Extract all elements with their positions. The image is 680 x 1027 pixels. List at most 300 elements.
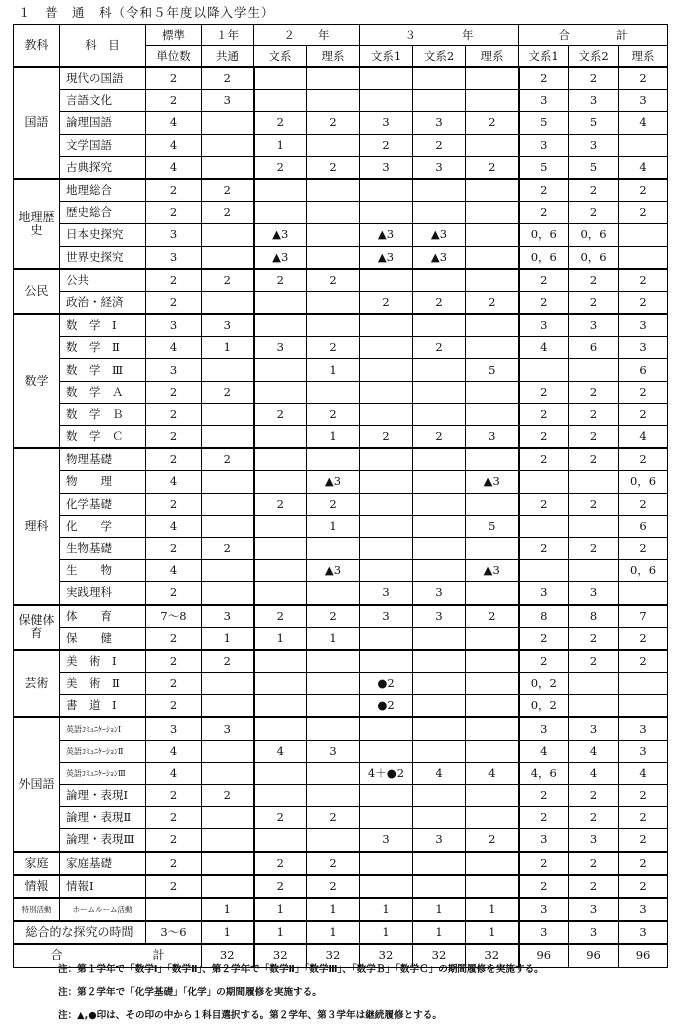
year1-common-cell	[202, 359, 254, 381]
table-row	[14, 493, 668, 515]
standard-credits-cell: 2	[146, 381, 202, 403]
y2-science-cell: 1	[307, 921, 360, 944]
subject-cell: 日本史探究	[60, 224, 146, 246]
standard-credits-cell: 2	[146, 493, 202, 515]
y3-humanities2-cell	[413, 740, 466, 762]
subject-cell: 情報Ⅰ	[60, 875, 146, 898]
y3-science-cell	[466, 695, 519, 718]
total-humanities2-cell: 2	[569, 627, 619, 650]
category-cell: 数学	[14, 314, 60, 448]
header-year2: ２ 年	[254, 25, 360, 46]
header-y2-humanities: 文系	[254, 46, 307, 68]
y3-humanities1-cell	[360, 717, 413, 740]
y2-humanities-cell	[254, 179, 307, 202]
subject-cell: 言語文化	[60, 90, 146, 112]
y3-humanities1-cell: ●2	[360, 673, 413, 695]
total-humanities1-cell: 0，2	[519, 695, 569, 718]
total-science-cell: 3	[619, 898, 668, 921]
y3-humanities2-cell	[413, 695, 466, 718]
year1-common-cell	[202, 560, 254, 582]
y3-humanities1-cell	[360, 381, 413, 403]
y3-science-cell: ▲3	[466, 471, 519, 493]
y3-humanities2-cell	[413, 560, 466, 582]
header-year1-common: 共通	[202, 46, 254, 68]
total-humanities2-cell: 2	[569, 403, 619, 425]
total-humanities1-cell: 2	[519, 291, 569, 314]
year1-common-cell	[202, 224, 254, 246]
year1-common-cell: 2	[202, 785, 254, 807]
total-humanities1-cell: 2	[519, 627, 569, 650]
y2-science-cell: 3	[307, 740, 360, 762]
category-cell: 情報	[14, 875, 60, 898]
y3-humanities1-cell	[360, 807, 413, 829]
header-row-1	[14, 25, 668, 46]
y2-science-cell: ▲3	[307, 560, 360, 582]
y2-science-cell: 1	[307, 627, 360, 650]
standard-credits-cell: 3	[146, 224, 202, 246]
header-total-humanities1: 文系1	[519, 46, 569, 68]
subject-cell: 英語ｺﾐｭﾆｹｰｼｮﾝⅠ	[60, 717, 146, 740]
y3-science-cell	[466, 314, 519, 337]
subject-cell: 美 術 Ⅰ	[60, 650, 146, 673]
y2-humanities-cell: ▲3	[254, 246, 307, 269]
y2-science-cell: 1	[307, 359, 360, 381]
year1-common-cell	[202, 403, 254, 425]
subject-cell: 書 道 Ⅰ	[60, 695, 146, 718]
total-humanities1-cell: 2	[519, 403, 569, 425]
table-row	[14, 403, 668, 425]
standard-credits-cell: 2	[146, 829, 202, 852]
y2-humanities-cell	[254, 560, 307, 582]
total-science-cell: 2	[619, 627, 668, 650]
special-subject: ホームルーム活動	[60, 898, 146, 921]
standard-credits-cell: 4	[146, 762, 202, 784]
y2-humanities-cell	[254, 515, 307, 537]
y3-humanities2-cell	[413, 179, 466, 202]
subject-cell: 古典探究	[60, 156, 146, 179]
year1-common-cell: 2	[202, 67, 254, 90]
total-humanities1-cell: 3	[519, 314, 569, 337]
y2-science-cell: ▲3	[307, 471, 360, 493]
y3-science-cell: ▲3	[466, 560, 519, 582]
standard-credits-cell: 2	[146, 269, 202, 292]
y3-humanities1-cell	[360, 448, 413, 471]
table-row	[14, 875, 668, 898]
total-humanities1-cell: 0，6	[519, 246, 569, 269]
table-row	[14, 515, 668, 537]
y3-science-cell: 5	[466, 515, 519, 537]
total-humanities1-cell: 4，6	[519, 762, 569, 784]
subject-cell: 論理・表現Ⅲ	[60, 829, 146, 852]
y3-science-cell	[466, 875, 519, 898]
y2-humanities-cell: 2	[254, 605, 307, 628]
y3-humanities2-cell	[413, 202, 466, 224]
y3-humanities1-cell	[360, 560, 413, 582]
year1-common-cell	[202, 695, 254, 718]
table-row	[14, 785, 668, 807]
total-humanities1-cell: 2	[519, 650, 569, 673]
y2-humanities-cell: 3	[254, 337, 307, 359]
total-humanities1-cell: 4	[519, 337, 569, 359]
total-science-cell: 2	[619, 403, 668, 425]
y2-science-cell	[307, 650, 360, 673]
y3-humanities2-cell	[413, 448, 466, 471]
y2-humanities-cell: 2	[254, 156, 307, 179]
year1-common-cell: 2	[202, 269, 254, 292]
total-science-cell: 2	[619, 202, 668, 224]
y2-humanities-cell: 2	[254, 493, 307, 515]
year1-common-cell: 1	[202, 898, 254, 921]
year1-common-cell	[202, 471, 254, 493]
y2-humanities-cell	[254, 829, 307, 852]
subject-cell: 論理・表現Ⅰ	[60, 785, 146, 807]
year1-common-cell	[202, 740, 254, 762]
total-humanities2-cell	[569, 695, 619, 718]
standard-credits-cell: 2	[146, 673, 202, 695]
header-y3-science: 理系	[466, 46, 519, 68]
y2-humanities-cell	[254, 426, 307, 449]
table-row	[14, 762, 668, 784]
standard-credits-cell: 4	[146, 134, 202, 156]
y2-science-cell	[307, 224, 360, 246]
y2-science-cell	[307, 134, 360, 156]
y2-humanities-cell: 2	[254, 875, 307, 898]
y3-humanities2-cell	[413, 650, 466, 673]
total-science-cell: 2	[619, 269, 668, 292]
y2-science-cell: 1	[307, 515, 360, 537]
y2-science-cell	[307, 246, 360, 269]
y3-humanities2-cell	[413, 537, 466, 559]
y2-science-cell	[307, 673, 360, 695]
subject-cell: 家庭基礎	[60, 852, 146, 875]
y2-science-cell	[307, 829, 360, 852]
header-credits: 単位数	[146, 46, 202, 68]
table-row	[14, 673, 668, 695]
year1-common-cell	[202, 493, 254, 515]
y2-humanities-cell: 1	[254, 921, 307, 944]
year1-common-cell: 2	[202, 179, 254, 202]
y2-science-cell: 2	[307, 112, 360, 134]
y3-humanities2-cell: 4	[413, 762, 466, 784]
total-humanities2-cell	[569, 515, 619, 537]
y3-humanities1-cell: 2	[360, 291, 413, 314]
total-humanities2-cell: 2	[569, 291, 619, 314]
y2-humanities-cell: 2	[254, 269, 307, 292]
total-humanities2-cell: 4	[569, 762, 619, 784]
y3-science-cell	[466, 179, 519, 202]
total-science-cell: 2	[619, 67, 668, 90]
standard-credits-cell: 2	[146, 67, 202, 90]
total-humanities2-cell: 2	[569, 179, 619, 202]
y3-humanities2-cell	[413, 314, 466, 337]
total-humanities2-cell: 5	[569, 112, 619, 134]
header-y3-humanities2: 文系2	[413, 46, 466, 68]
y3-humanities1-cell: 1	[360, 898, 413, 921]
y3-humanities1-cell: 3	[360, 582, 413, 605]
y3-humanities1-cell: 3	[360, 605, 413, 628]
y2-humanities-cell	[254, 717, 307, 740]
total-science-cell: 3	[619, 314, 668, 337]
y3-humanities1-cell	[360, 875, 413, 898]
y3-science-cell	[466, 493, 519, 515]
total-humanities2-cell: 2	[569, 785, 619, 807]
y2-humanities-cell	[254, 582, 307, 605]
y3-humanities2-cell	[413, 269, 466, 292]
y3-humanities2-cell	[413, 515, 466, 537]
y3-humanities2-cell	[413, 673, 466, 695]
total-humanities1-cell: 8	[519, 605, 569, 628]
total-humanities1-cell: 0，2	[519, 673, 569, 695]
y2-humanities-cell	[254, 314, 307, 337]
y3-humanities2-cell: 2	[413, 291, 466, 314]
y3-humanities2-cell: 2	[413, 426, 466, 449]
y3-science-cell	[466, 246, 519, 269]
total-science-cell: 4	[619, 426, 668, 449]
total-humanities2-cell: 3	[569, 134, 619, 156]
y2-science-cell	[307, 448, 360, 471]
subject-cell: 化 学	[60, 515, 146, 537]
standard-credits-cell: 2	[146, 627, 202, 650]
y3-science-cell: 5	[466, 359, 519, 381]
standard-credits-cell: 4	[146, 740, 202, 762]
y2-science-cell: 2	[307, 807, 360, 829]
y3-science-cell: 4	[466, 762, 519, 784]
total-science-cell: 96	[619, 944, 668, 967]
y3-science-cell: 2	[466, 112, 519, 134]
year1-common-cell	[202, 762, 254, 784]
y3-humanities1-cell: 2	[360, 426, 413, 449]
y3-science-cell	[466, 134, 519, 156]
subject-cell: 生 物	[60, 560, 146, 582]
total-humanities2-cell: 3	[569, 717, 619, 740]
y3-humanities1-cell	[360, 740, 413, 762]
y3-science-cell: 3	[466, 426, 519, 449]
subject-cell: 数 学 Ⅰ	[60, 314, 146, 337]
y3-humanities2-cell	[413, 627, 466, 650]
y3-humanities1-cell: 32	[360, 944, 413, 967]
standard-credits-cell: 2	[146, 90, 202, 112]
total-humanities1-cell: 2	[519, 381, 569, 403]
y3-science-cell	[466, 381, 519, 403]
subject-cell: 政治・経済	[60, 291, 146, 314]
header-y3-humanities1: 文系1	[360, 46, 413, 68]
y3-science-cell	[466, 807, 519, 829]
total-humanities2-cell: 3	[569, 898, 619, 921]
y3-humanities1-cell: 3	[360, 112, 413, 134]
y3-humanities2-cell: 2	[413, 134, 466, 156]
subject-cell: 物 理	[60, 471, 146, 493]
note-3: 注：▲,●印は、その印の中から１科目選択する。第２学年、第３学年は継続履修とする。	[58, 1010, 442, 1021]
total-humanities1-cell: 3	[519, 898, 569, 921]
table-row	[14, 560, 668, 582]
standard-credits-cell: 2	[146, 202, 202, 224]
total-humanities2-cell: 2	[569, 202, 619, 224]
standard-credits-cell: 4	[146, 560, 202, 582]
y2-humanities-cell	[254, 291, 307, 314]
subject-cell: 現代の国語	[60, 67, 146, 90]
subject-cell: 数 学 Ⅱ	[60, 337, 146, 359]
standard-credits-cell: 3	[146, 314, 202, 337]
total-humanities1-cell: 2	[519, 852, 569, 875]
total-humanities2-cell: 2	[569, 381, 619, 403]
header-total-science: 理系	[619, 46, 668, 68]
total-humanities1-cell: 2	[519, 179, 569, 202]
y3-humanities2-cell	[413, 403, 466, 425]
subject-cell: 生物基礎	[60, 537, 146, 559]
total-humanities2-cell: 2	[569, 537, 619, 559]
year1-common-cell: 1	[202, 337, 254, 359]
total-humanities1-cell: 5	[519, 156, 569, 179]
y3-humanities2-cell: 3	[413, 582, 466, 605]
table-row	[14, 537, 668, 559]
standard-credits-cell: 2	[146, 695, 202, 718]
total-humanities1-cell: 3	[519, 921, 569, 944]
page-title: １ 普 通 科（令和５年度以降入学生）	[18, 5, 275, 20]
total-humanities2-cell	[569, 560, 619, 582]
y2-humanities-cell	[254, 67, 307, 90]
curriculum-table	[13, 24, 668, 968]
header-total: 合 計	[519, 25, 668, 46]
total-humanities2-cell: 2	[569, 875, 619, 898]
subject-cell: 体 育	[60, 605, 146, 628]
table-row	[14, 224, 668, 246]
y2-science-cell: 2	[307, 269, 360, 292]
y3-science-cell	[466, 785, 519, 807]
year1-common-cell: 2	[202, 537, 254, 559]
y2-science-cell: 2	[307, 156, 360, 179]
table-row	[14, 605, 668, 628]
subject-cell: 数 学 Ｃ	[60, 426, 146, 449]
total-science-cell	[619, 673, 668, 695]
standard-credits-cell: 2	[146, 852, 202, 875]
category-cell: 公民	[14, 269, 60, 314]
y3-science-cell	[466, 740, 519, 762]
year1-common-cell	[202, 156, 254, 179]
year1-common-cell: 32	[202, 944, 254, 967]
total-humanities1-cell: 4	[519, 740, 569, 762]
table-row	[14, 740, 668, 762]
y2-science-cell: 1	[307, 426, 360, 449]
subject-cell: 保 健	[60, 627, 146, 650]
total-science-cell: 2	[619, 829, 668, 852]
total-science-cell	[619, 246, 668, 269]
total-science-cell: 2	[619, 448, 668, 471]
year1-common-cell: 3	[202, 314, 254, 337]
subject-cell: 歴史総合	[60, 202, 146, 224]
table-row	[14, 337, 668, 359]
year1-common-cell: 2	[202, 448, 254, 471]
y2-science-cell	[307, 582, 360, 605]
y3-humanities1-cell: 3	[360, 156, 413, 179]
standard-credits-cell: 3	[146, 246, 202, 269]
total-science-cell: 7	[619, 605, 668, 628]
total-science-cell: 3	[619, 90, 668, 112]
y3-science-cell	[466, 403, 519, 425]
total-science-cell: 2	[619, 291, 668, 314]
header-category: 教科	[14, 25, 60, 68]
total-science-cell: 3	[619, 717, 668, 740]
standard-credits-cell: 3～6	[146, 921, 202, 944]
y3-humanities2-cell: 3	[413, 605, 466, 628]
y3-humanities1-cell	[360, 90, 413, 112]
y3-humanities2-cell: 2	[413, 337, 466, 359]
subject-cell: 美 術 Ⅱ	[60, 673, 146, 695]
y3-humanities1-cell: ▲3	[360, 246, 413, 269]
y3-science-cell: 2	[466, 605, 519, 628]
y3-science-cell	[466, 90, 519, 112]
total-science-cell: 0，6	[619, 560, 668, 582]
total-humanities1-cell: 2	[519, 875, 569, 898]
y3-humanities1-cell: 3	[360, 829, 413, 852]
table-row	[14, 852, 668, 875]
y2-science-cell: 2	[307, 403, 360, 425]
special-category: 特別活動	[14, 898, 60, 921]
y2-humanities-cell	[254, 695, 307, 718]
y3-humanities1-cell	[360, 202, 413, 224]
y3-humanities2-cell	[413, 493, 466, 515]
total-humanities2-cell: 2	[569, 650, 619, 673]
year1-common-cell	[202, 246, 254, 269]
total-science-cell: 3	[619, 740, 668, 762]
total-science-cell	[619, 134, 668, 156]
y3-science-cell: 2	[466, 829, 519, 852]
y3-humanities1-cell	[360, 403, 413, 425]
y3-humanities2-cell	[413, 807, 466, 829]
special-activities-row	[14, 898, 668, 921]
standard-credits-cell: 2	[146, 875, 202, 898]
standard-credits-cell	[146, 898, 202, 921]
subject-cell: 論理国語	[60, 112, 146, 134]
table-row	[14, 269, 668, 292]
year1-common-cell: 2	[202, 650, 254, 673]
y2-science-cell: 32	[307, 944, 360, 967]
total-humanities1-cell: 3	[519, 90, 569, 112]
y2-humanities-cell	[254, 448, 307, 471]
table-row	[14, 291, 668, 314]
standard-credits-cell: 2	[146, 291, 202, 314]
y3-science-cell	[466, 673, 519, 695]
y2-humanities-cell: 1	[254, 627, 307, 650]
subject-cell: 地理総合	[60, 179, 146, 202]
y3-humanities2-cell: 1	[413, 921, 466, 944]
y3-humanities2-cell: ▲3	[413, 246, 466, 269]
table-row	[14, 807, 668, 829]
y3-humanities2-cell	[413, 471, 466, 493]
y2-humanities-cell: 1	[254, 898, 307, 921]
total-science-cell: 2	[619, 875, 668, 898]
total-humanities2-cell: 96	[569, 944, 619, 967]
y3-science-cell	[466, 582, 519, 605]
standard-credits-cell: 2	[146, 448, 202, 471]
y3-humanities2-cell	[413, 717, 466, 740]
category-cell: 国語	[14, 67, 60, 179]
total-humanities2-cell: 3	[569, 829, 619, 852]
y2-science-cell	[307, 179, 360, 202]
year1-common-cell	[202, 515, 254, 537]
y3-humanities1-cell	[360, 314, 413, 337]
y2-science-cell	[307, 90, 360, 112]
y3-humanities1-cell	[360, 337, 413, 359]
y3-humanities1-cell	[360, 359, 413, 381]
y3-humanities1-cell: 4＋●2	[360, 762, 413, 784]
total-humanities1-cell: 3	[519, 717, 569, 740]
total-humanities1-cell	[519, 471, 569, 493]
year1-common-cell: 2	[202, 381, 254, 403]
y2-humanities-cell	[254, 785, 307, 807]
notes	[58, 958, 544, 1027]
total-humanities1-cell: 3	[519, 134, 569, 156]
subject-cell: 数 学 Ａ	[60, 381, 146, 403]
